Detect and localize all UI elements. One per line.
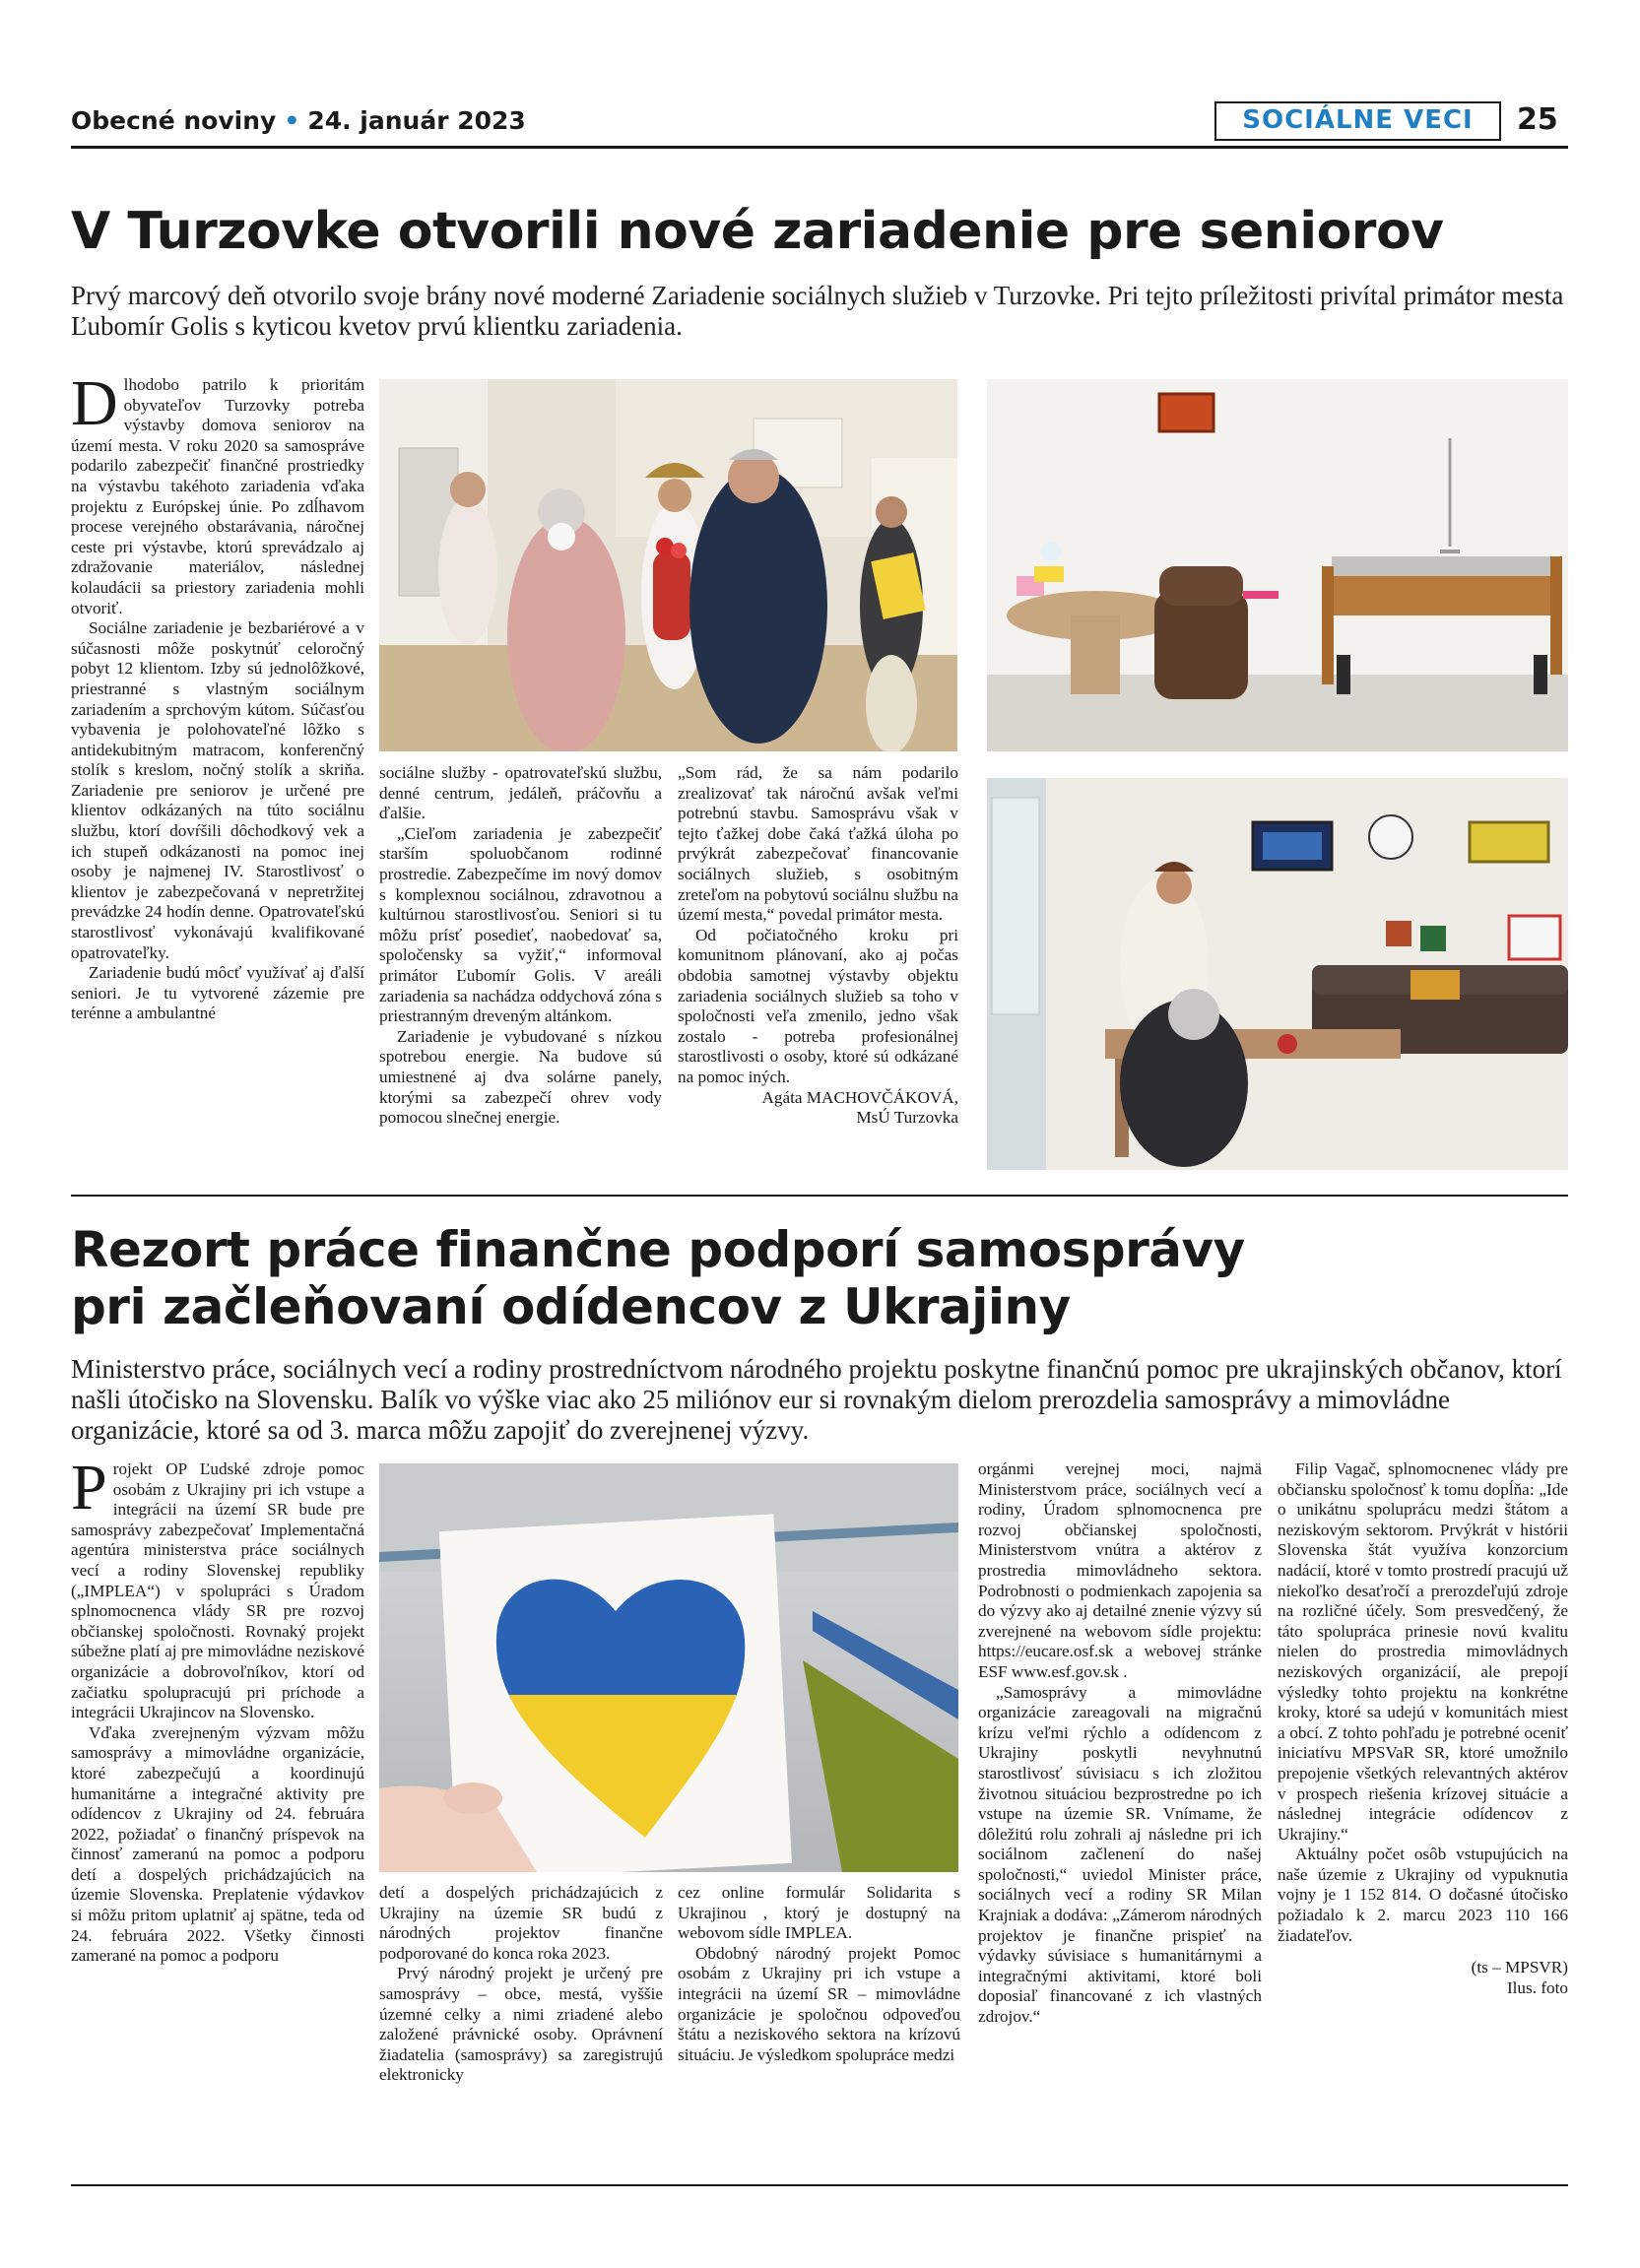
article1-signature-org: MsÚ Turzovka xyxy=(856,1108,958,1128)
article2-col3-p1: cez online formulár Solidarita s Ukrajinou , ktorý je dostupný na webovom sídle IMPLEA. xyxy=(678,1883,960,1943)
article2-dropcap: P xyxy=(71,1452,107,1523)
issue-date: 24. január 2023 xyxy=(307,106,526,135)
section-label: SOCIÁLNE VECI xyxy=(1214,101,1501,141)
page-number: 25 xyxy=(1517,102,1558,137)
article2-column-4 xyxy=(978,1459,1262,2028)
header-rule xyxy=(71,146,1568,149)
footer-rule xyxy=(71,2184,1568,2186)
article1-column-3 xyxy=(678,763,958,1129)
article2-column-1 xyxy=(71,1452,364,1967)
article2-col3-p2: Obdobný národný projekt Pomoc osobám z Ukrajiny pri ich vstupe a integrácii na území SR – mimovládne organizácie je spoločnou odpoveďou štátu a neziskového sektora na krízovú situáciu. Je výsledkom spolupráce medzi xyxy=(678,1943,960,2064)
article2-col4-p1: orgánmi verejnej moci, najmä Ministerstvom práce, sociálnych vecí a rodiny, Úradom splnomocnenca pre rozvoj občianskej spoločnosti, Ministerstvom vnútra a aktérov z prostredia mimovládneho sektora. Podrobnosti o podmienkach zapojenia sa do výzvy ako aj detailné znenie výzvy sú zverejnené na webovom sídle projektu: https://eucare.osf.sk a webovej stránke ESF www.esf.gov.sk . xyxy=(978,1459,1262,1681)
article2-title-line2: pri začleňovaní odídencov z Ukrajiny xyxy=(71,1278,1071,1335)
paper-name: Obecné noviny xyxy=(71,106,277,135)
article1-col3-p1: „Som rád, že sa nám podarilo zrealizovať tak náročnú avšak veľmi potrebnú stavbu. Samosprávu však v tejto ťažkej dobe čaká ťažká úloha po prvýkrát zabezpečovať financovanie sociálnych služieb, s osobitným zreteľom na pobytovú sociálnu službu na území mesta,“ povedal primátor mesta. xyxy=(678,763,958,925)
article1-col2-p2: „Cieľom zariadenia je zabezpečiť starším spoluobčanom rodinné prostredie. Zabezpečíme im nový domov s komplexnou sociálnou, zdravotnou a kultúrnou starostlivosťou. Seniori si tu môžu prísť posedieť, naobedovať sa, spoločensky sa vyžiť,“ informoval primátor Ľubomír Golis. V areáli zariadenia sa nachádza oddychová zóna s priestranným dreveným altánkom. xyxy=(379,823,662,1026)
article2-lead: Ministerstvo práce, sociálnych vecí a rodiny prostredníctvom národného projektu poskytne finančnú pomoc pre ukrajinských občanov, ktorí našli útočisko na Slovensku. Balík vo výške viac ako 25 miliónov eur si rovnakým dielom prerozdelia samosprávy a mimovládne organizácie, ktoré sa od 3. marca môžu zapojiť do zverejnenej výzvy. xyxy=(71,1354,1562,1445)
article2-column-2 xyxy=(379,1883,663,2086)
article1-column-2 xyxy=(379,763,662,1129)
photo-ukraine-heart xyxy=(379,1463,958,1872)
photo-opening-ceremony xyxy=(379,379,957,751)
article2-title-line1: Rezort práce finančne podporí samosprávy xyxy=(71,1221,1245,1278)
article2-column-5 xyxy=(1278,1459,1568,1998)
article2-col5-p1: Filip Vagač, splnomocnenec vlády pre občiansku spoločnosť k tomu dopĺňa: „Ide o unikátnu spoluprácu medzi štátom a neziskovým sektorom. Prvýkrát v histórii Slovenska štát využíva konzorcium nadácií, ktoré v tomto prostredí pracujú už niekoľko desaťročí a prerozdeľujú zdroje na rozličné účely. Som presvedčený, že táto spolupráca prinesie novú kvalitu nielen do prostredia mimovládnych neziskových organizácií, ale prepojí výsledky tohto projektu na konkrétne kroky, ktoré sa udejú v komunitách miest a obcí. Z tohto pohľadu je potrebné oceniť iniciatívu MPSVaR SR, ktoré umožnilo prepojenie všetkých relevantných aktérov v prospech riešenia krízovej situácie a následnej integrácie odídencov z Ukrajiny.“ xyxy=(1278,1459,1568,1844)
article2-photo-credit: Ilus. foto xyxy=(1506,1977,1568,1997)
article2-title xyxy=(71,1221,1245,1335)
article1-lead: Prvý marcový deň otvorilo svoje brány nové moderné Zariadenie sociálnych služieb v Turzovke. Pri tejto príležitosti privítal primátor mesta Ľubomír Golis s kyticou kvetov prvú klientku zariadenia. xyxy=(71,281,1564,341)
article2-col1-p1: Projekt OP Ľudské zdroje pomoc osobám z Ukrajiny pri ich vstupe a integrácii na území SR bude pre samosprávy zabezpečovať Implementačná agentúra ministerstva práce sociálnych vecí a rodiny Slovenskej republiky („IMPLEA“) v spolupráci s Úradom splnomocnenca vlády SR pre rozvoj občianskej spoločnosti. Rovnaký projekt súbežne platí aj pre mimovládne neziskové organizácie a dobrovoľníkov, ktorí od začiatku spolupracujú pri príchode a integrácii Ukrajincov na Slovensko. xyxy=(71,1452,364,1722)
article-divider xyxy=(71,1195,1568,1197)
article2-column-3 xyxy=(678,1883,960,2065)
article2-col2-p2: Prvý národný projekt je určený pre samosprávy – obce, mestá, vyššie územné celky a nimi zriadené alebo založené právnické osoby. Oprávnení žiadatelia (samosprávy) sa zaregistrujú elektronicky xyxy=(379,1964,663,2085)
article2-col1-p2: Vďaka zverejneným výzvam môžu samosprávy a mimovládne organizácie, ktoré zabezpečujú a koordinujú humanitárne a integračné aktivity pre odídencov z Ukrajiny od 24. februára 2022, požiadať o finančný príspevok na činnosť zameranú na pomoc a podporu detí a dospelých prichádzajúcich na územie Slovenska. Preplatenie výdavkov si môžu pritom uplatniť aj spätne, teda od 24. februára 2022. Všetky činnosti zamerané na pomoc a podporu xyxy=(71,1722,364,1966)
article1-col3-p2: Od počiatočného kroku pri komunitnom plánovaní, ako aj počas obdobia samotnej výstavby objektu zariadenia sociálnych služieb sa toho v spoločnosti veľa zmenilo, jedno však zostalo - potreba profesionálnej starostlivosti o osoby, ktoré sú odkázané na pomoc iných. xyxy=(678,925,958,1086)
article1-column-1 xyxy=(71,367,364,1024)
article1-col1-p2: Sociálne zariadenie je bezbariérové a v súčasnosti môže poskytnúť celoročný pobyt 12 klientom. Izby sú jednolôžkové, priestranné s vlastným sociálnym zariadením a sprchovým kútom. Súčasťou vybavenia je polohovateľné lôžko s antidekubitným matracom, konferenčný stolík s kreslom, nočný stolík a skriňa. Zariadenie pre seniorov je určené pre klientov odkázaných na túto sociálnu službu, ktorí dovŕšili dôchodkový vek a ich stupeň odkázanosti na pomoc inej osoby je najmenej IV. Starostlivosť o klientov je zabezpečovaná v nepretržitej prevádzke 24 hodín denne. Opatrovateľskú starostlivosť vykonávajú kvalifikované opatrovateľky. xyxy=(71,618,364,962)
article1-title: V Turzovke otvorili nové zariadenie pre seniorov xyxy=(71,202,1444,261)
article2-signature: (ts – MPSVR) xyxy=(1471,1958,1568,1977)
photo-resident-room xyxy=(987,379,1568,751)
article2-col4-p2: „Samosprávy a mimovládne organizácie zareagovali na migračnú krízu veľmi rýchlo a odídencom z Ukrajiny poskytli nevyhnutnú starostlivosť súvisiacu s ich zložitou životnou situáciou bezprostredne po ich vstupe na územie SR. Vnímame, že dôležitú rolu zohrali aj následne pri ich sociálnom začlenení do našej spoločnosti,“ uviedol Minister práce, sociálnych vecí a rodiny SR Milan Krajniak a dodáva: „Zámerom národných projektov je finančne prispieť na výdavky súvisiace s humanitárnymi a integračnými aktivitami, ktoré boli doposiaľ financované z ich vlastných zdrojov.“ xyxy=(978,1682,1262,2027)
article1-col2-p1: sociálne služby - opatrovateľskú službu, denné centrum, jedáleň, práčovňu a ďalšie. xyxy=(379,763,662,823)
article2-col2-p1: detí a dospelých prichádzajúcich z Ukrajiny na územie SR budú z národných projektov finančne podporované do konca roka 2023. xyxy=(379,1883,663,1963)
masthead xyxy=(71,106,526,135)
masthead-separator: • xyxy=(284,106,300,135)
photo-common-room xyxy=(987,778,1568,1170)
article2-col5-p2: Aktuálny počet osôb vstupujúcich na naše územie z Ukrajiny od vypuknutia vojny je 1 152 814. O dočasné útočisko požiadalo k 2. marcu 2023 110 166 žiadateľov. xyxy=(1278,1845,1568,1945)
article1-col1-p1: Dlhodobo patrilo k prioritám obyvateľov Turzovky potreba výstavby domova seniorov na území mesta. V roku 2020 sa samospráve podarilo zabezpečiť finančné prostriedky na výstavbu takéhoto zariadenia vďaka projektu z Európskej únie. Po zdĺhavom procese verejného obstarávania, náročnej ceste pri výstavbe, ktorú sprevádzalo aj zdražovanie materiálov, následnej kolaudácii sa priestory zariadenia mohli otvoriť. xyxy=(71,367,364,617)
article1-col2-p3: Zariadenie je vybudované s nízkou spotrebou energie. Na budove sú umiestnené aj dva solárne panely, ktorými sa zabezpečí ohrev vody pomocou slnečnej energie. xyxy=(379,1026,662,1128)
article1-signature-name: Agáta MACHOVČÁKOVÁ, xyxy=(761,1087,958,1107)
article1-col1-p3: Zariadenie budú môcť využívať aj ďalší seniori. Je tu vytvorené zázemie pre terénne a ambulantné xyxy=(71,963,364,1023)
article1-dropcap: D xyxy=(71,367,118,439)
